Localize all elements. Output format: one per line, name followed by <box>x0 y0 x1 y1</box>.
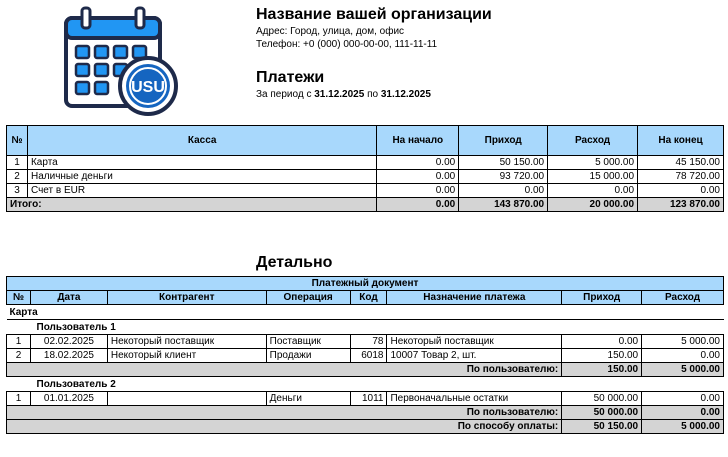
col-purpose: Назначение платежа <box>387 291 562 305</box>
total-start: 0.00 <box>377 198 459 212</box>
cell-expense: 15 000.00 <box>548 170 638 184</box>
table-row <box>7 156 724 170</box>
cell-code: 78 <box>350 335 387 349</box>
user-name: Пользователь 2 <box>7 377 724 392</box>
cell-start: 0.00 <box>377 184 459 198</box>
cell-date: 02.02.2025 <box>30 335 107 349</box>
user-subtotal-row <box>7 363 724 377</box>
subtotal-expense: 0.00 <box>642 406 724 420</box>
report-period <box>256 88 431 101</box>
method-total-expense: 5 000.00 <box>642 420 724 434</box>
cell-cash: Карта <box>27 156 376 170</box>
total-expense: 20 000.00 <box>548 198 638 212</box>
payment-method-label: Карта <box>7 305 724 320</box>
user-group-row <box>7 320 724 335</box>
org-phone: Телефон: +0 (000) 000-00-00, 111-11-11 <box>256 39 438 50</box>
cell-cash: Наличные деньги <box>27 170 376 184</box>
table-row <box>7 335 724 349</box>
method-total-label: По способу оплаты: <box>7 420 562 434</box>
cell-end: 45 150.00 <box>638 156 724 170</box>
org-name: Название вашей организации <box>256 6 492 23</box>
logo-text: USU <box>131 79 165 96</box>
org-header <box>256 5 492 51</box>
cell-income: 50 000.00 <box>562 392 642 406</box>
col-num: № <box>7 291 31 305</box>
calendar-logo-icon <box>62 6 182 116</box>
cell-code: 1011 <box>350 392 387 406</box>
col-expense: Расход <box>548 126 638 156</box>
total-end: 123 870.00 <box>638 198 724 212</box>
col-cash: Касса <box>27 126 376 156</box>
cell-operation: Поставщик <box>266 335 350 349</box>
user-subtotal-row <box>7 406 724 420</box>
cell-expense: 5 000.00 <box>642 335 724 349</box>
cell-purpose: Первоначальные остатки <box>387 392 562 406</box>
total-label: Итого: <box>7 198 377 212</box>
col-operation: Операция <box>266 291 350 305</box>
table-row <box>7 392 724 406</box>
summary-table <box>6 125 724 212</box>
col-start: На начало <box>377 126 459 156</box>
cell-purpose: 10007 Товар 2, шт. <box>387 349 562 363</box>
detail-header-row <box>7 291 724 305</box>
cell-start: 0.00 <box>377 156 459 170</box>
total-income: 143 870.00 <box>459 198 548 212</box>
payment-method-row <box>7 305 724 320</box>
cell-income: 93 720.00 <box>459 170 548 184</box>
cell-partner <box>107 392 266 406</box>
summary-total-row <box>7 198 724 212</box>
cell-end: 0.00 <box>638 184 724 198</box>
summary-header-row <box>7 126 724 156</box>
subtotal-income: 50 000.00 <box>562 406 642 420</box>
cell-expense: 5 000.00 <box>548 156 638 170</box>
cell-purpose: Некоторый поставщик <box>387 335 562 349</box>
table-row <box>7 184 724 198</box>
period-date-from: 31.12.2025 <box>314 89 365 100</box>
cell-income: 50 150.00 <box>459 156 548 170</box>
detail-group-header <box>7 277 724 291</box>
cell-date: 01.01.2025 <box>30 392 107 406</box>
payment-document-header: Платежный документ <box>7 277 724 291</box>
cell-num: 1 <box>7 335 31 349</box>
cell-expense: 0.00 <box>642 392 724 406</box>
cell-start: 0.00 <box>377 170 459 184</box>
cell-partner: Некоторый поставщик <box>107 335 266 349</box>
cell-operation: Деньги <box>266 392 350 406</box>
method-total-row <box>7 420 724 434</box>
detail-title: Детально <box>256 254 333 271</box>
subtotal-income: 150.00 <box>562 363 642 377</box>
col-income: Приход <box>562 291 642 305</box>
cell-num: 1 <box>7 392 31 406</box>
cell-cash: Счет в EUR <box>27 184 376 198</box>
cell-operation: Продажи <box>266 349 350 363</box>
period-prefix: За период с <box>256 89 312 100</box>
col-date: Дата <box>30 291 107 305</box>
cell-num: 2 <box>7 170 28 184</box>
cell-end: 78 720.00 <box>638 170 724 184</box>
cell-partner: Некоторый клиент <box>107 349 266 363</box>
col-end: На конец <box>638 126 724 156</box>
report-title: Платежи <box>256 69 325 86</box>
subtotal-label: По пользователю: <box>7 406 562 420</box>
cell-income: 150.00 <box>562 349 642 363</box>
col-code: Код <box>350 291 387 305</box>
method-total-income: 50 150.00 <box>562 420 642 434</box>
col-income: Приход <box>459 126 548 156</box>
cell-date: 18.02.2025 <box>30 349 107 363</box>
cell-num: 3 <box>7 184 28 198</box>
report-header <box>256 68 431 101</box>
cell-code: 6018 <box>350 349 387 363</box>
cell-expense: 0.00 <box>642 349 724 363</box>
col-expense: Расход <box>642 291 724 305</box>
org-address: Адрес: Город, улица, дом, офис <box>256 26 405 37</box>
cell-num: 1 <box>7 156 28 170</box>
user-group-row <box>7 377 724 392</box>
cell-num: 2 <box>7 349 31 363</box>
cell-expense: 0.00 <box>548 184 638 198</box>
period-mid: по <box>367 89 379 100</box>
cell-income: 0.00 <box>459 184 548 198</box>
detail-table <box>6 276 724 434</box>
cell-income: 0.00 <box>562 335 642 349</box>
col-partner: Контрагент <box>107 291 266 305</box>
period-date-to: 31.12.2025 <box>380 89 431 100</box>
user-name: Пользователь 1 <box>7 320 724 335</box>
table-row <box>7 349 724 363</box>
subtotal-label: По пользователю: <box>7 363 562 377</box>
subtotal-expense: 5 000.00 <box>642 363 724 377</box>
col-num: № <box>7 126 28 156</box>
table-row <box>7 170 724 184</box>
